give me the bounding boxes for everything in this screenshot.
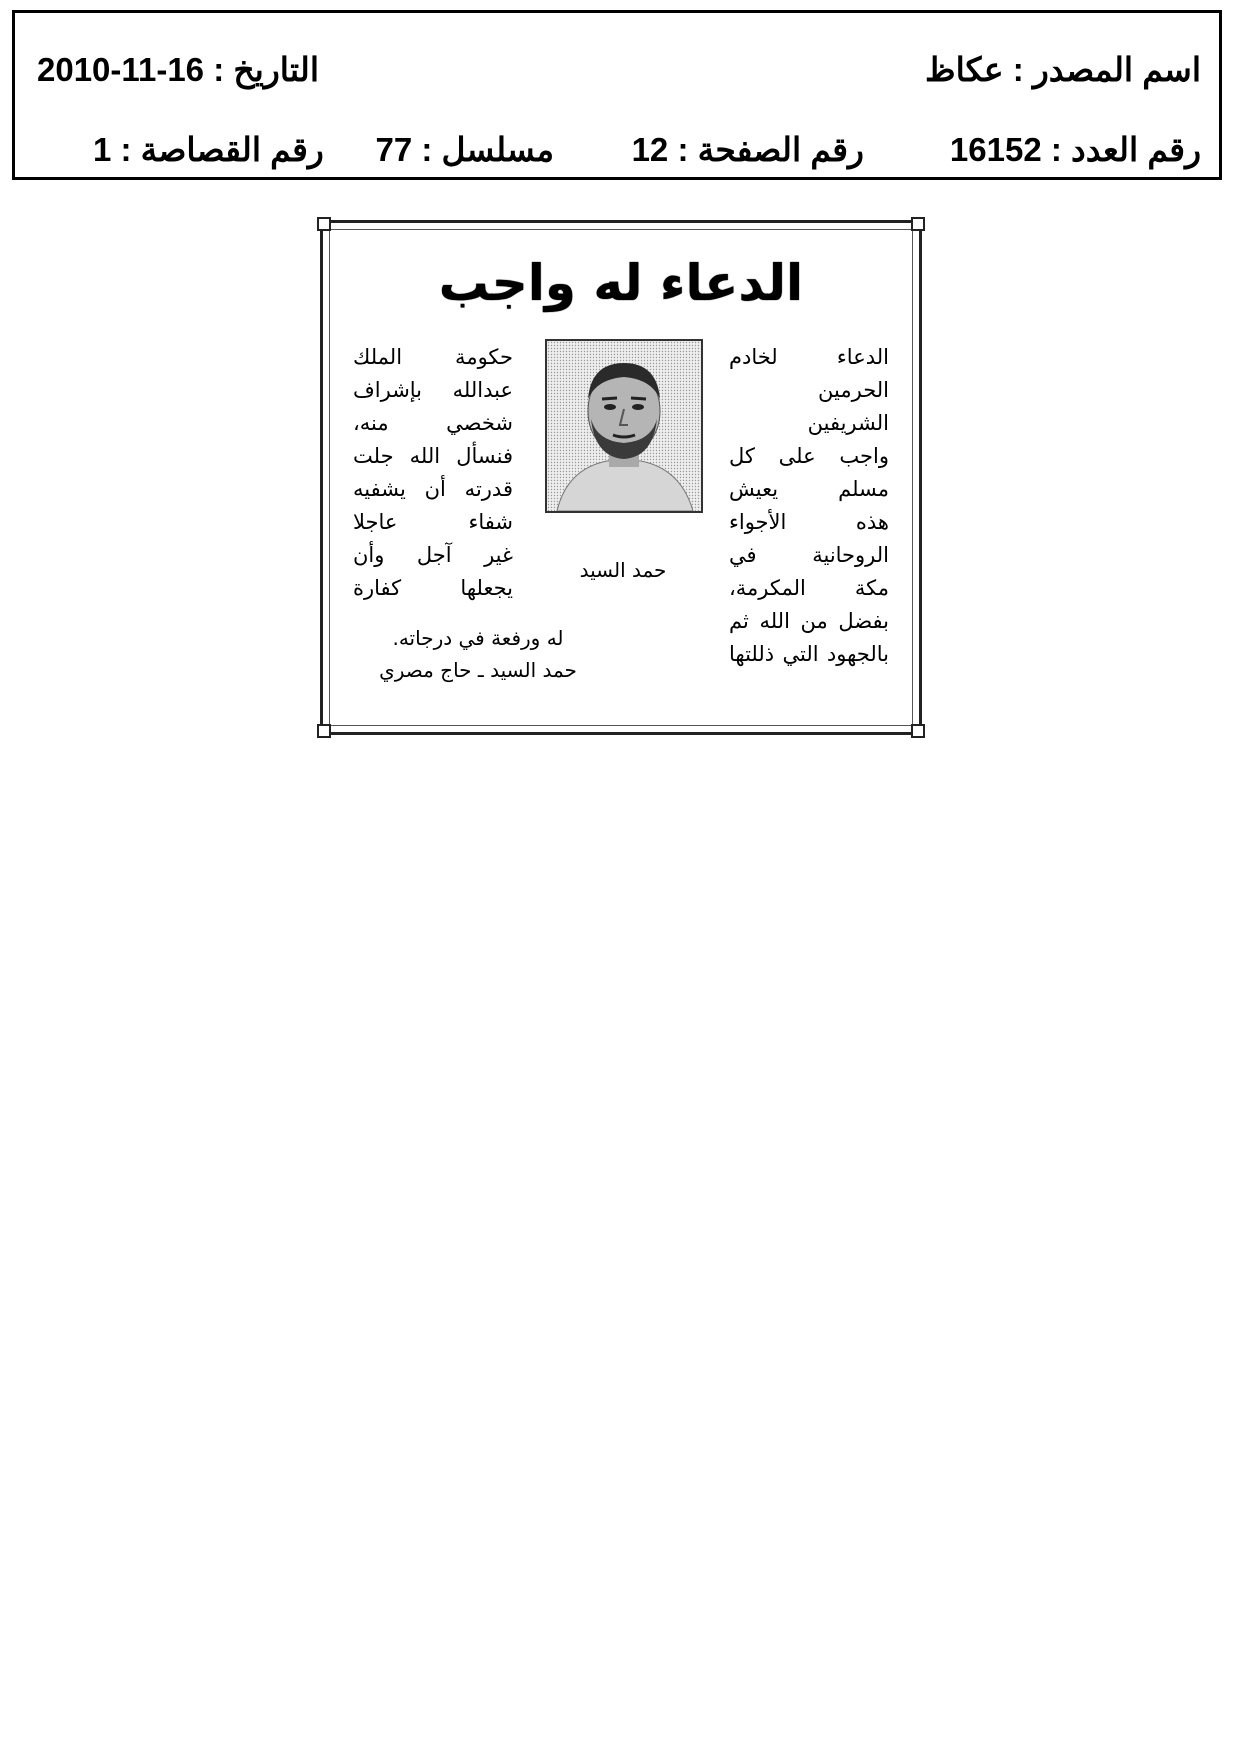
article-line: شخصي منه، — [353, 411, 513, 435]
metadata-row-2 — [15, 125, 1219, 175]
article-line: واجب على كل — [729, 444, 889, 468]
corner-ornament — [317, 217, 331, 231]
metadata-row-1 — [15, 45, 1219, 95]
clipping-metadata-box — [12, 10, 1222, 180]
article-line: الروحانية في — [729, 543, 889, 567]
article-right-column — [729, 341, 889, 671]
source-label: اسم المصدر : عكاظ — [925, 51, 1201, 88]
date-label: التاريخ : 16-11-2010 — [37, 51, 320, 88]
article-line: مكة المكرمة، — [729, 576, 889, 600]
article-line: الحرمين — [818, 378, 889, 402]
author-signature: حمد السيد ـ حاج مصري — [379, 658, 577, 682]
photo-caption: حمد السيد — [579, 558, 667, 582]
article-line: حكومة الملك — [353, 345, 513, 369]
page-number-label: رقم الصفحة : 12 — [631, 131, 864, 168]
article-headline: الدعاء له واجب — [438, 254, 804, 312]
article-line: عبدالله بإشراف — [353, 378, 513, 402]
article-line: مسلم يعيش — [729, 477, 889, 501]
article-line: بفضل من الله ثم — [729, 609, 889, 633]
author-photo — [545, 339, 703, 513]
article-line: الدعاء لخادم — [729, 345, 889, 369]
issue-number-label: رقم العدد : 16152 — [949, 131, 1201, 168]
article-line: هذه الأجواء — [729, 510, 889, 534]
article-line: غير آجل وأن — [353, 543, 513, 567]
clipping-number-label: رقم القصاصة : 1 — [93, 131, 324, 168]
corner-ornament — [911, 724, 925, 738]
newspaper-clipping — [320, 220, 922, 735]
closing-line: له ورفعة في درجاته. — [392, 626, 564, 650]
article-left-column — [353, 341, 513, 605]
article-line: بالجهود التي ذللتها — [729, 642, 889, 666]
article-line: الشريفين — [807, 411, 889, 435]
portrait-image — [547, 341, 701, 511]
article-line: شفاء عاجلا — [353, 510, 513, 534]
article-line: قدرته أن يشفيه — [353, 477, 513, 501]
corner-ornament — [911, 217, 925, 231]
article-line: فنسأل الله جلت — [353, 444, 513, 468]
article-line: يجعلها كفارة — [353, 576, 513, 600]
corner-ornament — [317, 724, 331, 738]
serial-number-label: مسلسل : 77 — [375, 131, 554, 168]
